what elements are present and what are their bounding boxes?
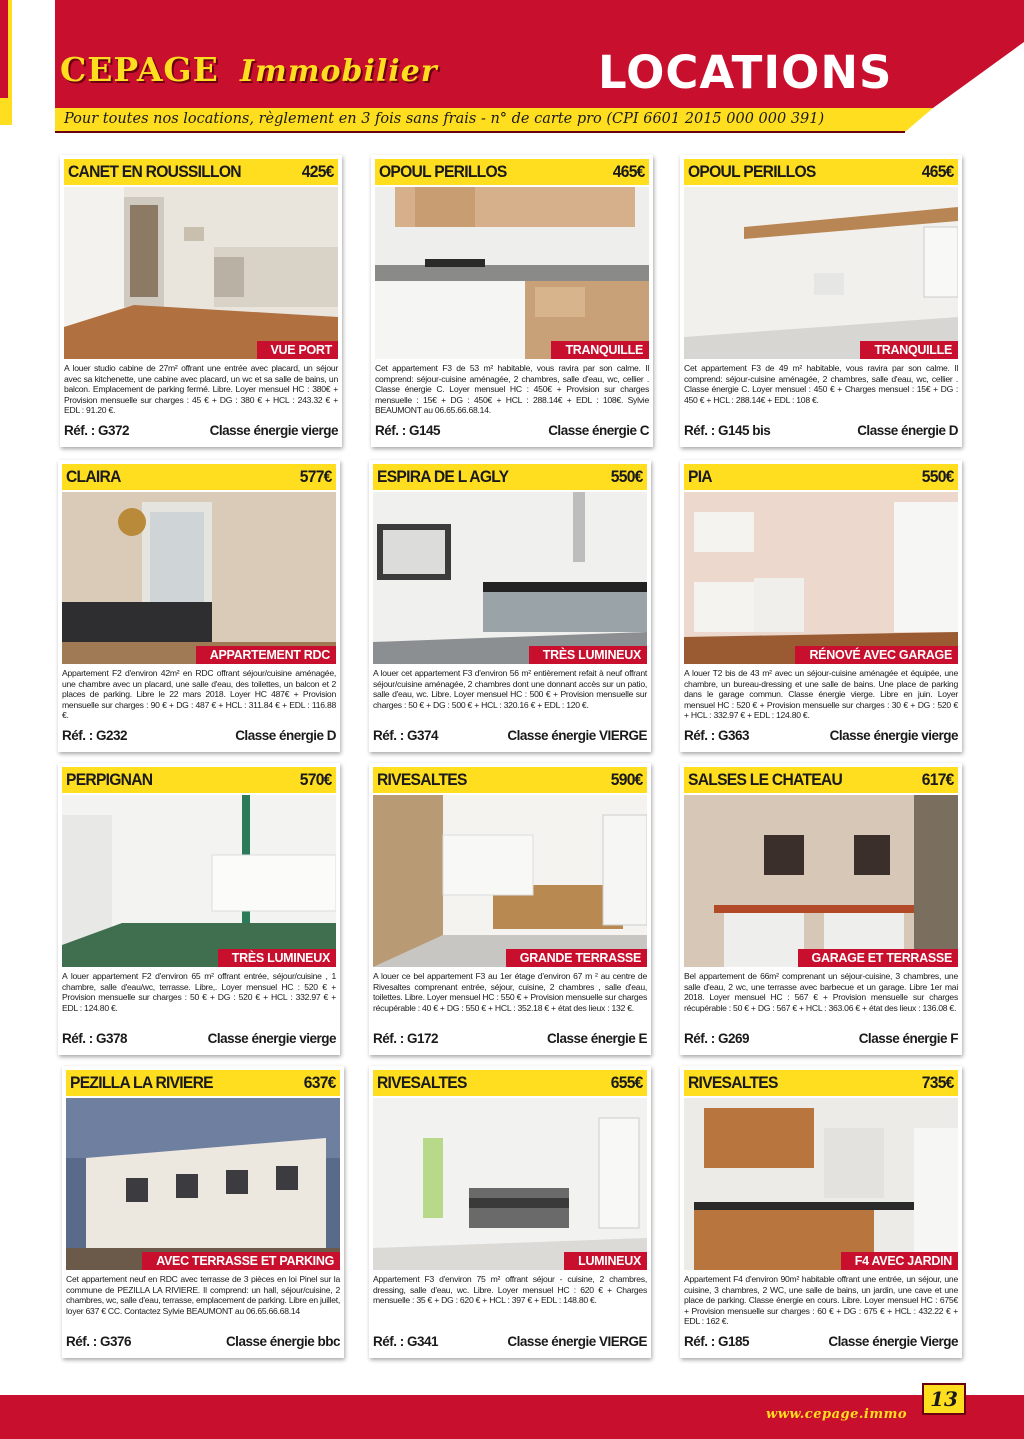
listing-card[interactable] xyxy=(369,1066,651,1358)
listing-title: OPOUL PERILLOS xyxy=(379,162,507,181)
listing-header xyxy=(66,1070,340,1096)
listing-description: Appartement F4 d'environ 90m² habitable offrant une entrée, un séjour, une cuisine, 3 chambres, 2 WC, une salle de bains, un jardin, une cave et une place de parking. Classe énergie en cours. Libre. Loyer mensuel HC : 675€ + Provision mensuelle sur charges : 60 € + DG : 675 € + HCL : 432.22 € + EDL : 162 €. xyxy=(684,1274,958,1327)
listing-description: Cet appartement neuf en RDC avec terrasse de 3 pièces en loi Pinel sur la commune de PEZILLA LA RIVIERE. Il comprend: un hall, séjour/cuisine, 2 chambres, wc, salle d'eau, terrasse, emplacement de parking. Libre en juillet, loyer 637 € CC. Contactez Sylvie BEAUMONT au 06.65.66.68.14 xyxy=(66,1274,340,1316)
listing-price: 655€ xyxy=(611,1073,643,1092)
listing-price: 465€ xyxy=(613,162,645,181)
website-link[interactable]: www.cepage.immo xyxy=(766,1407,907,1422)
listing-energy-class: Classe énergie vierge xyxy=(829,728,958,743)
listing-header xyxy=(373,464,647,490)
page-number: 13 xyxy=(922,1383,966,1415)
listing-title: SALSES LE CHATEAU xyxy=(688,770,843,789)
listing-footer xyxy=(66,1334,340,1349)
listing-footer xyxy=(64,423,338,438)
listing-photo[interactable] xyxy=(684,187,958,359)
listing-ref: Réf. : G145 bis xyxy=(684,423,771,438)
listing-energy-class: Classe énergie F xyxy=(858,1031,958,1046)
listing-header xyxy=(684,464,958,490)
listing-energy-class: Classe énergie D xyxy=(857,423,958,438)
listing-footer xyxy=(684,1334,958,1349)
listing-footer xyxy=(375,423,649,438)
listing-photo[interactable] xyxy=(684,1098,958,1270)
listing-title: OPOUL PERILLOS xyxy=(688,162,816,181)
listing-energy-class: Classe énergie E xyxy=(546,1031,647,1046)
listing-energy-class: Classe énergie Vierge xyxy=(828,1334,958,1349)
listing-card[interactable] xyxy=(371,155,653,447)
listing-description: Cet appartement F3 de 49 m² habitable, vous ravira par son calme. Il comprend: séjour-cuisine aménagée, 2 chambres, salle d'eau, wc, cellier . Classe énergie C. Loyer mensuel : 450 € + Charges mensuel : 15€ + DG : 450 € + HCL : 288.14€ + EDL : 108 €. xyxy=(684,363,958,405)
listing-footer xyxy=(373,728,647,743)
listing-price: 735€ xyxy=(922,1073,954,1092)
listing-description: Bel appartement de 66m² comprenant un séjour-cuisine, 3 chambres, une salle d'eau, 2 wc, une terrasse avec barbecue et un garage. Libre 1er mai 2018. Loyer mensuel HC : 567 € + Provision mensuelle sur charges récupérable : 50 € + DG : 567 € + HCL : 363.06 € + état des lieux : 136.08 €. xyxy=(684,971,958,1013)
listing-price: 425€ xyxy=(302,162,334,181)
listing-header xyxy=(64,159,338,185)
listing-header xyxy=(684,1070,958,1096)
section-title: LOCATIONS xyxy=(598,46,893,99)
listing-photo[interactable] xyxy=(62,795,336,967)
listing-photo[interactable] xyxy=(64,187,338,359)
listing-footer xyxy=(373,1031,647,1046)
listing-header xyxy=(373,1070,647,1096)
listing-title: CLAIRA xyxy=(66,467,121,486)
listing-title: PERPIGNAN xyxy=(66,770,153,789)
listing-header xyxy=(684,767,958,793)
listing-photo[interactable] xyxy=(373,492,647,664)
listing-header xyxy=(62,767,336,793)
listing-header xyxy=(684,159,958,185)
listing-price: 550€ xyxy=(922,467,954,486)
listing-footer xyxy=(684,728,958,743)
listing-ref: Réf. : G172 xyxy=(373,1031,439,1046)
brand-name: CEPAGE xyxy=(60,50,219,89)
listing-title: CANET EN ROUSSILLON xyxy=(68,162,241,181)
listing-ref: Réf. : G363 xyxy=(684,728,750,743)
listing-photo[interactable] xyxy=(373,795,647,967)
listing-price: 550€ xyxy=(611,467,643,486)
left-color-strip xyxy=(0,0,12,125)
listing-tag: VUE PORT xyxy=(257,341,339,359)
listing-description: Cet appartement F3 de 53 m² habitable, vous ravira par son calme. Il comprend: séjour-cuisine aménagée, 2 chambres, salle d'eau, wc, cellier . Classe énergie C. Loyer mensuel HC : 450€ + Provision sur charges mensuelle : 15€ + DG : 450€ + HCL : 288.14€ + EDL : 108€. Sylvie BEAUMONT au 06.65.66.68.14. xyxy=(375,363,649,416)
listing-ref: Réf. : G376 xyxy=(66,1334,132,1349)
listing-header xyxy=(373,767,647,793)
listing-description: A louer cet appartement F3 d'environ 56 m² entièrement refait à neuf offrant séjour/cuisine aménagée, 2 chambres dont une donnant accès sur un patio, salle d'eau, wc. Libre. Loyer mensuel HC : 500 € + Provision mensuelle sur charges : 50 € + DG : 500 € + HCL : 320.16 € + EDL : 120 €. xyxy=(373,668,647,710)
listing-energy-class: Classe énergie vierge xyxy=(207,1031,336,1046)
listing-footer xyxy=(684,423,958,438)
listing-title: RIVESALTES xyxy=(688,1073,778,1092)
listing-photo[interactable] xyxy=(373,1098,647,1270)
listing-card[interactable] xyxy=(369,460,651,752)
listing-photo[interactable] xyxy=(684,795,958,967)
listing-tag: LUMINEUX xyxy=(564,1252,647,1270)
listing-price: 637€ xyxy=(304,1073,336,1092)
listing-ref: Réf. : G145 xyxy=(375,423,441,438)
listing-card[interactable] xyxy=(58,763,340,1055)
listing-card[interactable] xyxy=(369,763,651,1055)
listing-price: 590€ xyxy=(611,770,643,789)
listing-photo[interactable] xyxy=(684,492,958,664)
footer xyxy=(0,1387,1024,1439)
listing-energy-class: Classe énergie bbc xyxy=(225,1334,340,1349)
listing-title: PEZILLA LA RIVIERE xyxy=(70,1073,213,1092)
listing-card[interactable] xyxy=(62,1066,344,1358)
listing-card[interactable] xyxy=(680,1066,962,1358)
listing-tag: TRANQUILLE xyxy=(860,341,958,359)
listing-title: RIVESALTES xyxy=(377,770,467,789)
listing-tag: TRÈS LUMINEUX xyxy=(529,646,647,664)
listing-description: Appartement F2 d'environ 42m² en RDC offrant séjour/cuisine aménagée, une chambre avec un placard, une salle d'eau, des toilettes, un balcon et 2 places de parking. Libre le 22 mars 2018. Loyer HC 487€ + Provision mensuelle sur charges : 90 € + DG : 487 € + HCL : 311.84 € + EDL : 116.88 €. xyxy=(62,668,336,721)
listing-ref: Réf. : G269 xyxy=(684,1031,750,1046)
listing-ref: Réf. : G185 xyxy=(684,1334,750,1349)
brand-subtitle: Immobilier xyxy=(240,54,438,89)
listing-ref: Réf. : G374 xyxy=(373,728,439,743)
listing-tag: APPARTEMENT RDC xyxy=(196,646,336,664)
listing-tag: GRANDE TERRASSE xyxy=(506,949,647,967)
listing-tag: RÉNOVÉ AVEC GARAGE xyxy=(795,646,958,664)
listing-energy-class: Classe énergie VIERGE xyxy=(507,1334,647,1349)
listing-tag: TRANQUILLE xyxy=(551,341,649,359)
listing-energy-class: Classe énergie vierge xyxy=(209,423,338,438)
listing-price: 617€ xyxy=(922,770,954,789)
listing-header xyxy=(375,159,649,185)
listing-title: PIA xyxy=(688,467,712,486)
listing-description: A louer ce bel appartement F3 au 1er étage d'environ 67 m ² au centre de Rivesaltes comprenant entrée, séjour, cuisine, 2 chambres , salle d'eau, toilettes. Libre. Loyer mensuel HC : 550 € + Provision mensuelle sur charges récupérable : 40 € + DG : 550 € + HCL : 352.18 € + état des lieux : 132 €. xyxy=(373,971,647,1013)
listing-title: ESPIRA DE L AGLY xyxy=(377,467,509,486)
listing-title: RIVESALTES xyxy=(377,1073,467,1092)
listing-ref: Réf. : G341 xyxy=(373,1334,439,1349)
listing-price: 577€ xyxy=(300,467,332,486)
tagline: Pour toutes nos locations, règlement en 3 fois sans frais - n° de carte pro (CPI 6601 2015 000 000 391) xyxy=(64,111,825,127)
listing-energy-class: Classe énergie D xyxy=(235,728,336,743)
listing-photo[interactable] xyxy=(62,492,336,664)
listing-price: 465€ xyxy=(922,162,954,181)
listing-photo[interactable] xyxy=(375,187,649,359)
listing-tag: TRÈS LUMINEUX xyxy=(218,949,336,967)
listing-price: 570€ xyxy=(300,770,332,789)
listing-card[interactable] xyxy=(60,155,342,447)
listing-tag: AVEC TERRASSE ET PARKING xyxy=(142,1252,340,1270)
listing-footer xyxy=(684,1031,958,1046)
listing-tag: F4 AVEC JARDIN xyxy=(841,1252,958,1270)
listing-footer xyxy=(62,1031,336,1046)
listing-description: Appartement F3 d'environ 75 m² offrant séjour - cuisine, 2 chambres, dressing, salle d'eau, wc. Libre. Loyer mensuel HC : 620 € + Charges mensuelle : 35 € + DG : 620 € + HCL : 397 € + EDL : 148.80 €. xyxy=(373,1274,647,1306)
listing-energy-class: Classe énergie VIERGE xyxy=(507,728,647,743)
listing-ref: Réf. : G378 xyxy=(62,1031,128,1046)
listing-description: A louer studio cabine de 27m² offrant une entrée avec placard, un séjour avec sa kitchenette, une cabine avec placard, un wc et sa salle de bains, un balcon. Emplacement de parking fermé. Libre. Loyer mensuel HC : 380€ + Provision mensuelle sur charges : 45 € + DG : 380 € + HCL : 243.32 € + EDL : 91.20 €. xyxy=(64,363,338,416)
listing-footer xyxy=(373,1334,647,1349)
listing-energy-class: Classe énergie C xyxy=(548,423,649,438)
listing-header xyxy=(62,464,336,490)
listing-card[interactable] xyxy=(680,763,962,1055)
listing-card[interactable] xyxy=(680,460,962,752)
listing-card[interactable] xyxy=(680,155,962,447)
listing-card[interactable] xyxy=(58,460,340,752)
listing-footer xyxy=(62,728,336,743)
listing-tag: GARAGE ET TERRASSE xyxy=(798,949,958,967)
listing-description: A louer T2 bis de 43 m² avec un séjour-cuisine aménagée et équipée, une chambre, un bureau-dressing et une salle de bains. Une place de parking dans le garage commun. Classe énergie vierge. Libre en juin. Loyer mensuel HC : 520 € + Provision mensuelle sur charges : 30 € + DG : 520 € + HCL : 332.97 € + EDL : 124.80 €. xyxy=(684,668,958,721)
listing-ref: Réf. : G232 xyxy=(62,728,128,743)
listing-ref: Réf. : G372 xyxy=(64,423,130,438)
listing-description: A louer appartement F2 d'environ 65 m² offrant entrée, séjour/cuisine , 1 chambre, salle d'eau/wc, terrasse. Libre,. Loyer mensuel HC : 520 € + Provision mensuelle sur charges : 50 € + DG : 520 € + HCL : 332.97 € + EDL : 124.80 €. xyxy=(62,971,336,1013)
listing-photo[interactable] xyxy=(66,1098,340,1270)
